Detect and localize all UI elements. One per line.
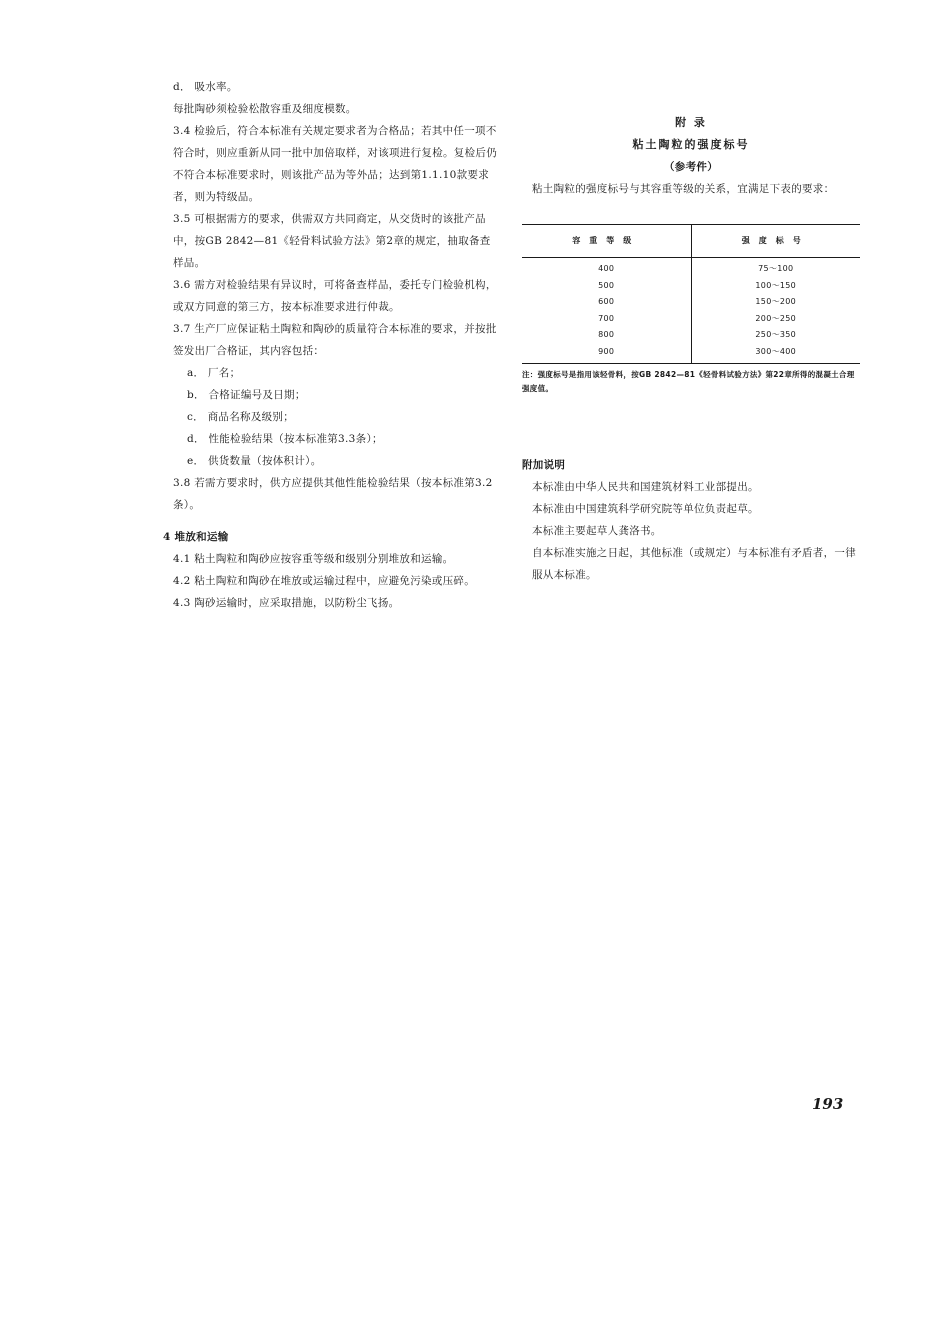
strength-cell: 300～400	[691, 344, 860, 364]
list-item: e． 供货数量（按体积计）。	[187, 455, 322, 467]
strength-cell: 150～200	[691, 294, 860, 311]
density-cell: 600	[598, 297, 615, 306]
strength-cell: 250～350	[691, 327, 860, 344]
table-row	[522, 344, 860, 364]
paragraph-batch-test: 每批陶砂须检验松散容重及细度模数。	[173, 103, 357, 115]
strength-table-wrap	[522, 224, 860, 396]
density-cell: 800	[598, 330, 615, 339]
appendix-title: 粘土陶粒的强度标号	[632, 138, 750, 151]
clause-3-8: 3.8 若需方要求时，供方应提供其他性能检验结果（按本标准第3.2条）。	[173, 477, 493, 511]
clause-3-6: 3.6 需方对检验结果有异议时，可将备查样品，委托专门检验机构，或双方同意的第三方，按本标准要求进行仲裁。	[173, 279, 497, 313]
clause-3-5: 3.5 可根据需方的要求，供需双方共同商定，从交货时的该批产品中，按GB 2842—81《轻骨料试验方法》第2章的规定，抽取备查样品。	[173, 213, 491, 269]
table-row	[522, 294, 860, 311]
strength-cell: 75～100	[691, 258, 860, 278]
page-number: 193	[812, 1095, 844, 1113]
additional-notes	[522, 454, 860, 586]
strength-cell: 200～250	[691, 311, 860, 328]
header-strength-grade: 强度标号	[691, 225, 860, 258]
density-cell: 900	[522, 344, 691, 364]
list-item: b． 合格证编号及日期；	[187, 389, 306, 401]
density-cell: 400	[598, 264, 615, 273]
section-heading-4: 4 堆放和运输	[163, 531, 229, 543]
list-item: a． 厂名；	[187, 367, 241, 379]
appendix-subtitle: （参考件）	[664, 161, 718, 173]
table-row	[522, 258, 860, 278]
clause-3-4: 3.4 检验后，符合本标准有关规定要求者为合格品；若其中任一项不符合时，则应重新从同一批中加倍取样，对该项进行复检。复检后仍不符合本标准要求时，则该批产品为等外品；达到第1.1.10款要求者，则为特级品。	[173, 125, 497, 203]
table-note: 注：强度标号是指用该轻骨料，按GB 2842—81《轻骨料试验方法》第22章所得的混凝土合理强度值。	[522, 370, 855, 393]
appendix-intro: 粘土陶粒的强度标号与其容重等级的关系，宜满足下表的要求：	[532, 183, 835, 195]
table-row	[522, 311, 860, 328]
clause-4-1: 4.1 粘土陶粒和陶砂应按容重等级和级别分别堆放和运输。	[173, 553, 454, 565]
appendix-label: 附 录	[675, 116, 707, 129]
strength-table	[522, 224, 860, 364]
left-column	[163, 76, 501, 614]
header-density-grade: 容重等级	[522, 225, 691, 258]
table-row	[522, 327, 860, 344]
density-cell: 700	[598, 313, 615, 323]
additional-note-line: 自本标准实施之日起，其他标准（或规定）与本标准有矛盾者，一律服从本标准。	[532, 547, 856, 581]
list-item: c． 商品名称及级别；	[187, 411, 295, 423]
clause-4-3: 4.3 陶砂运输时，应采取措施，以防粉尘飞扬。	[173, 597, 400, 609]
clause-3-7: 3.7 生产厂应保证粘土陶粒和陶砂的质量符合本标准的要求，并按批签发出厂合格证，其内容包括：	[173, 323, 497, 357]
item-d-water-absorption: d． 吸水率。	[173, 81, 238, 93]
additional-note-line: 本标准由中华人民共和国建筑材料工业部提出。	[532, 481, 759, 493]
additional-note-line: 本标准主要起草人龚洛书。	[532, 525, 662, 537]
table-header-row	[522, 225, 860, 258]
additional-note-line: 本标准由中国建筑科学研究院等单位负责起草。	[532, 503, 759, 515]
list-item: d． 性能检验结果（按本标准第3.3条）；	[187, 433, 383, 445]
table-row	[522, 278, 860, 295]
clause-4-2: 4.2 粘土陶粒和陶砂在堆放或运输过程中，应避免污染或压碎。	[173, 575, 476, 587]
right-column	[522, 112, 860, 586]
additional-notes-title: 附加说明	[522, 459, 566, 471]
strength-cell: 100～150	[691, 278, 860, 295]
density-cell: 500	[598, 280, 615, 290]
